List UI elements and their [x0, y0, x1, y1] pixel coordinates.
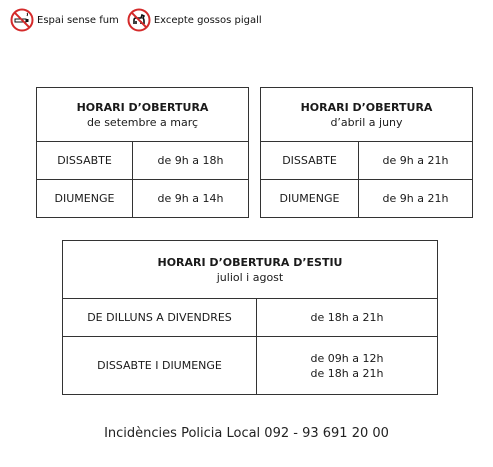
hours-cell: de 9h a 14h: [133, 180, 249, 218]
table-header: [63, 241, 438, 299]
hours-cell: de 9h a 21h: [359, 180, 473, 218]
table-title: HORARI D’OBERTURA D’ESTIU: [157, 255, 343, 269]
hours-cell: de 18h a 21h: [257, 299, 438, 337]
hours-cell: de 9h a 18h: [133, 142, 249, 180]
no-dogs-notice: [127, 8, 262, 32]
table-period: de setembre a març: [86, 115, 199, 129]
hours-cell: de 9h a 21h: [359, 142, 473, 180]
day-cell: DIUMENGE: [261, 180, 359, 218]
hours-line: de 09h a 12h: [310, 351, 384, 365]
hours-line: de 18h a 21h: [310, 366, 384, 380]
table-title: HORARI D’OBERTURA: [76, 100, 209, 114]
table-period: d’abril a juny: [330, 115, 403, 129]
day-cell: DISSABTE: [37, 142, 133, 180]
no-smoking-icon: [10, 8, 34, 32]
no-smoking-notice: [10, 8, 119, 32]
police-contact: Incidències Policia Local 092 - 93 691 20 00: [104, 426, 389, 441]
table-header: [37, 88, 249, 142]
no-dogs-text: Excepte gossos pigall: [153, 14, 262, 26]
day-cell: DISSABTE: [261, 142, 359, 180]
schedule-winter-table: [36, 87, 249, 218]
schedule-summer-table: [62, 240, 438, 395]
no-dogs-icon: [127, 8, 151, 32]
table-header: [261, 88, 473, 142]
no-smoking-text: Espai sense fum: [37, 14, 119, 26]
day-cell: DIUMENGE: [37, 180, 133, 218]
schedule-spring-table: [260, 87, 473, 218]
hours-cell: [257, 337, 438, 395]
table-title: HORARI D’OBERTURA: [300, 100, 433, 114]
notices-bar: [10, 8, 270, 32]
table-period: juliol i agost: [216, 270, 284, 284]
day-cell: DE DILLUNS A DIVENDRES: [63, 299, 257, 337]
day-cell: DISSABTE I DIUMENGE: [63, 337, 257, 395]
